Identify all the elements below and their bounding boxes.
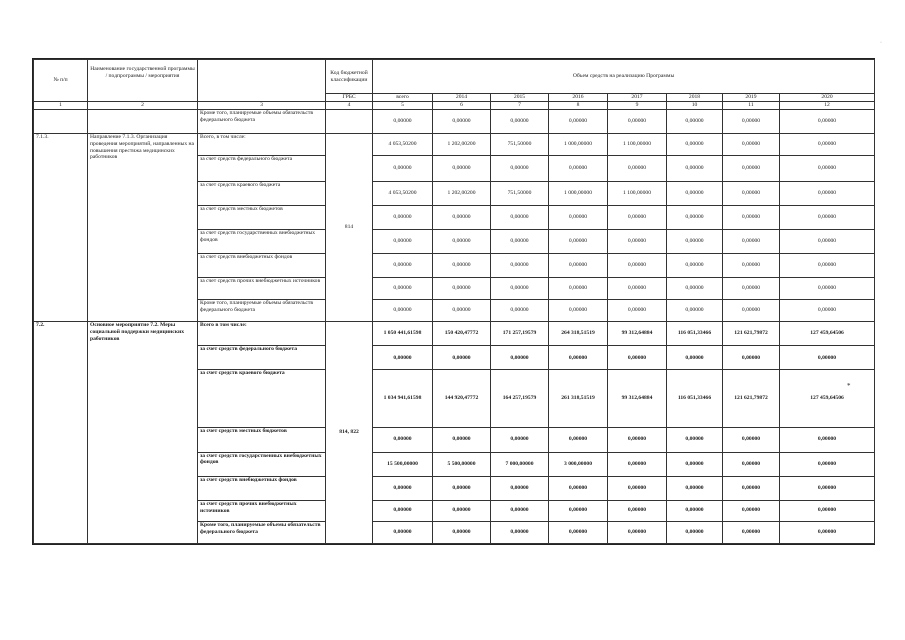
year-value-cell: 0,00000 xyxy=(433,206,491,230)
year-value-cell: 0,00000 xyxy=(491,476,549,500)
year-value-cell: 0,00000 xyxy=(491,300,549,322)
table-row xyxy=(34,322,875,346)
year-value-cell: 1 000,00000 xyxy=(549,182,608,206)
total-cell: 0,00000 xyxy=(373,427,433,452)
year-value-cell: 1 202,00200 xyxy=(433,182,491,206)
year-value-cell: 0,00000 xyxy=(608,230,667,254)
year-value-cell: 0,00000 xyxy=(667,346,723,370)
header-year: 2016 xyxy=(549,94,608,102)
year-value-cell: 0,00000 xyxy=(780,300,875,322)
header-code: Код бюджетной классификации xyxy=(326,60,373,94)
year-value-cell: 99 312,64884 xyxy=(608,322,667,346)
year-value-cell: 0,00000 xyxy=(608,346,667,370)
year-value-cell: 0,00000 xyxy=(433,109,491,133)
table-row xyxy=(34,133,875,155)
total-cell: 0,00000 xyxy=(373,521,433,543)
year-value-cell: 0,00000 xyxy=(667,254,723,278)
year-value-cell: 0,00000 xyxy=(780,133,875,155)
year-value-cell: 0,00000 xyxy=(491,278,549,300)
funding-source-cell: Кроме того, планируемые объемы обязательств федерального бюджета xyxy=(198,521,326,543)
year-value-cell: 0,00000 xyxy=(549,230,608,254)
year-value-cell: 0,00000 xyxy=(608,452,667,476)
year-value-cell: 0,00000 xyxy=(667,109,723,133)
year-value-cell: 0,00000 xyxy=(780,452,875,476)
total-cell: 0,00000 xyxy=(373,206,433,230)
year-value-cell: 150 420,47772 xyxy=(433,322,491,346)
year-value-cell: 0,00000 xyxy=(608,500,667,521)
budget-table xyxy=(33,59,875,544)
column-index-cell: 11 xyxy=(723,102,780,110)
header-num: № п/п xyxy=(34,60,88,102)
funding-source-cell: за счет средств краевого бюджета xyxy=(198,370,326,427)
year-value-cell: 0,00000 xyxy=(433,300,491,322)
year-value-cell: 0,00000 xyxy=(608,278,667,300)
funding-source-cell: Всего в том числе: xyxy=(198,322,326,346)
grbs-cell xyxy=(326,109,373,133)
column-index-cell: 5 xyxy=(373,102,433,110)
header-year: 2018 xyxy=(667,94,723,102)
year-value-cell: 171 257,19579 xyxy=(491,322,549,346)
year-value-cell: 0,00000 xyxy=(549,476,608,500)
funding-source-cell: Всего, в том числе: xyxy=(198,133,326,155)
year-value-cell: 0,00000 xyxy=(491,254,549,278)
header-name: Наименование государственной программы / подпрограммы / мероприятия xyxy=(88,60,198,102)
column-index-cell: 9 xyxy=(608,102,667,110)
funding-source-cell: за счет средств внебюджетных фондов xyxy=(198,254,326,278)
year-value-cell: 7 000,00000 xyxy=(491,452,549,476)
year-value-cell: 0,00000 xyxy=(780,182,875,206)
year-value-cell: 0,00000 xyxy=(667,133,723,155)
row-num-cell xyxy=(34,109,88,133)
column-index-cell: 3 xyxy=(198,102,326,110)
header-year: 2019 xyxy=(723,94,780,102)
year-value-cell: 0,00000 xyxy=(723,182,780,206)
column-index-cell: 10 xyxy=(667,102,723,110)
year-value-cell: 0,00000 xyxy=(433,254,491,278)
year-value-cell: 0,00000 xyxy=(667,206,723,230)
year-value-cell: 127 459,64506 xyxy=(780,370,875,427)
year-value-cell: 0,00000 xyxy=(608,300,667,322)
funding-source-cell: за счет средств прочих внебюджетных источников xyxy=(198,500,326,521)
year-value-cell: 264 318,51519 xyxy=(549,322,608,346)
year-value-cell: 127 459,64506 xyxy=(780,322,875,346)
year-value-cell: 0,00000 xyxy=(723,254,780,278)
year-value-cell: 0,00000 xyxy=(723,452,780,476)
year-value-cell: 0,00000 xyxy=(723,427,780,452)
year-value-cell: 261 318,51519 xyxy=(549,370,608,427)
year-value-cell: 1 000,00000 xyxy=(549,133,608,155)
total-cell: 1 034 941,61598 xyxy=(373,370,433,427)
document-sheet xyxy=(32,58,875,545)
year-value-cell: 0,00000 xyxy=(433,156,491,182)
header-year: 2015 xyxy=(491,94,549,102)
row-name-cell xyxy=(88,109,198,133)
total-cell: 0,00000 xyxy=(373,156,433,182)
year-value-cell: 121 621,79872 xyxy=(723,322,780,346)
year-value-cell: 0,00000 xyxy=(608,206,667,230)
year-value-cell: 0,00000 xyxy=(433,521,491,543)
year-value-cell: 0,00000 xyxy=(433,346,491,370)
year-value-cell: 0,00000 xyxy=(549,346,608,370)
column-index-cell: 12 xyxy=(780,102,875,110)
page-mark: · xyxy=(880,40,882,46)
funding-source-cell: за счет средств федерального бюджета xyxy=(198,156,326,182)
year-value-cell: 0,00000 xyxy=(549,254,608,278)
year-value-cell: 0,00000 xyxy=(780,427,875,452)
year-value-cell: 1 202,00200 xyxy=(433,133,491,155)
year-value-cell: 0,00000 xyxy=(608,476,667,500)
year-value-cell: 0,00000 xyxy=(780,346,875,370)
year-value-cell: 0,00000 xyxy=(491,156,549,182)
year-value-cell: 0,00000 xyxy=(723,109,780,133)
year-value-cell: 0,00000 xyxy=(667,500,723,521)
header-grbs: ГРБС xyxy=(326,94,373,102)
year-value-cell: 0,00000 xyxy=(723,206,780,230)
year-value-cell: 0,00000 xyxy=(608,427,667,452)
year-value-cell: 3 000,00000 xyxy=(549,452,608,476)
year-value-cell: 0,00000 xyxy=(433,230,491,254)
column-index-cell: 6 xyxy=(433,102,491,110)
year-value-cell: 751,50000 xyxy=(491,133,549,155)
year-value-cell: 0,00000 xyxy=(780,254,875,278)
total-cell: 4 053,50200 xyxy=(373,133,433,155)
column-index-cell: 7 xyxy=(491,102,549,110)
total-cell: 0,00000 xyxy=(373,346,433,370)
funding-source-cell: за счет средств краевого бюджета xyxy=(198,182,326,206)
row-num-cell: 7.1.3. xyxy=(34,133,88,321)
year-value-cell: 0,00000 xyxy=(433,278,491,300)
header-total: всего xyxy=(373,94,433,102)
row-name-cell: Направление 7.1.3. Организация проведения мероприятий, направленных на повышения престижа медицинских работников xyxy=(88,133,198,321)
year-value-cell: 0,00000 xyxy=(549,500,608,521)
year-value-cell: 0,00000 xyxy=(491,427,549,452)
year-value-cell: 121 621,79872 xyxy=(723,370,780,427)
year-value-cell: 0,00000 xyxy=(549,109,608,133)
grbs-cell: 814 xyxy=(326,133,373,321)
funding-source-cell: Кроме того, планируемые объемы обязательств федерального бюджета xyxy=(198,109,326,133)
column-index-cell: 4 xyxy=(326,102,373,110)
header-year: 2017 xyxy=(608,94,667,102)
year-value-cell: 116 051,33466 xyxy=(667,322,723,346)
row-name-cell: Основное мероприятие 7.2. Меры социальной поддержки медицинских работников xyxy=(88,322,198,544)
year-value-cell: 0,00000 xyxy=(549,156,608,182)
column-index-cell: 2 xyxy=(88,102,198,110)
grbs-cell: 814, 822 xyxy=(326,322,373,544)
column-index-cell: 1 xyxy=(34,102,88,110)
year-value-cell: 0,00000 xyxy=(780,476,875,500)
year-value-cell: 0,00000 xyxy=(780,206,875,230)
year-value-cell: 0,00000 xyxy=(667,278,723,300)
year-value-cell: 0,00000 xyxy=(667,300,723,322)
table-row xyxy=(34,109,875,133)
year-value-cell: 0,00000 xyxy=(549,521,608,543)
year-value-cell: 0,00000 xyxy=(549,278,608,300)
year-value-cell: 0,00000 xyxy=(491,230,549,254)
year-value-cell: 0,00000 xyxy=(608,254,667,278)
funding-source-cell: за счет средств прочих внебюджетных источников xyxy=(198,278,326,300)
total-cell: 0,00000 xyxy=(373,476,433,500)
year-value-cell: 0,00000 xyxy=(608,156,667,182)
year-value-cell: 0,00000 xyxy=(723,230,780,254)
funding-source-cell: за счет средств местных бюджетов xyxy=(198,427,326,452)
total-cell: 0,00000 xyxy=(373,500,433,521)
year-value-cell: 0,00000 xyxy=(549,427,608,452)
year-value-cell: 0,00000 xyxy=(723,346,780,370)
funding-source-cell: за счет средств местных бюджетов xyxy=(198,206,326,230)
year-value-cell: 751,50000 xyxy=(491,182,549,206)
year-value-cell: 0,00000 xyxy=(433,427,491,452)
year-value-cell: 0,00000 xyxy=(491,206,549,230)
funding-source-cell: за счет средств государственных внебюджетных фондов xyxy=(198,452,326,476)
total-cell: 1 050 441,61598 xyxy=(373,322,433,346)
year-value-cell: 0,00000 xyxy=(491,346,549,370)
column-index-cell: 8 xyxy=(549,102,608,110)
year-value-cell: 0,00000 xyxy=(667,182,723,206)
year-value-cell: 0,00000 xyxy=(780,156,875,182)
year-value-cell: 0,00000 xyxy=(667,427,723,452)
column-index-row xyxy=(34,102,875,110)
total-cell: 0,00000 xyxy=(373,278,433,300)
year-value-cell: 0,00000 xyxy=(667,521,723,543)
year-value-cell: 0,00000 xyxy=(549,206,608,230)
year-value-cell: 0,00000 xyxy=(723,278,780,300)
stray-asterisk: * xyxy=(847,382,851,390)
year-value-cell: 0,00000 xyxy=(780,230,875,254)
year-value-cell: 0,00000 xyxy=(723,476,780,500)
year-value-cell: 0,00000 xyxy=(723,133,780,155)
year-value-cell: 0,00000 xyxy=(723,300,780,322)
year-value-cell: 0,00000 xyxy=(491,500,549,521)
header-volume: Объем средств на реализацию Программы xyxy=(373,60,875,94)
year-value-cell: 0,00000 xyxy=(667,156,723,182)
header-year: 2014 xyxy=(433,94,491,102)
year-value-cell: 0,00000 xyxy=(723,156,780,182)
header-source xyxy=(198,60,326,102)
year-value-cell: 0,00000 xyxy=(780,278,875,300)
year-value-cell: 116 051,33466 xyxy=(667,370,723,427)
year-value-cell: 164 257,19579 xyxy=(491,370,549,427)
year-value-cell: 1 100,00000 xyxy=(608,182,667,206)
year-value-cell: 0,00000 xyxy=(780,521,875,543)
total-cell: 0,00000 xyxy=(373,230,433,254)
year-value-cell: 0,00000 xyxy=(723,521,780,543)
total-cell: 0,00000 xyxy=(373,254,433,278)
year-value-cell: 99 312,64884 xyxy=(608,370,667,427)
year-value-cell: 5 500,00000 xyxy=(433,452,491,476)
year-value-cell: 0,00000 xyxy=(780,109,875,133)
total-cell: 15 500,00000 xyxy=(373,452,433,476)
funding-source-cell: за счет средств федерального бюджета xyxy=(198,346,326,370)
year-value-cell: 0,00000 xyxy=(491,109,549,133)
year-value-cell: 0,00000 xyxy=(549,300,608,322)
year-value-cell: 0,00000 xyxy=(780,500,875,521)
year-value-cell: 144 920,47772 xyxy=(433,370,491,427)
year-value-cell: 0,00000 xyxy=(491,521,549,543)
header-year: 2020 xyxy=(780,94,875,102)
total-cell: 0,00000 xyxy=(373,300,433,322)
year-value-cell: 0,00000 xyxy=(433,500,491,521)
row-num-cell: 7.2. xyxy=(34,322,88,544)
year-value-cell: 0,00000 xyxy=(723,500,780,521)
total-cell: 4 053,50200 xyxy=(373,182,433,206)
year-value-cell: 0,00000 xyxy=(667,452,723,476)
year-value-cell: 0,00000 xyxy=(433,476,491,500)
total-cell: 0,00000 xyxy=(373,109,433,133)
year-value-cell: 0,00000 xyxy=(608,521,667,543)
funding-source-cell: Кроме того, планируемые объемы обязательств федерального бюджета xyxy=(198,300,326,322)
year-value-cell: 0,00000 xyxy=(667,230,723,254)
year-value-cell: 0,00000 xyxy=(608,109,667,133)
year-value-cell: 0,00000 xyxy=(667,476,723,500)
year-value-cell: 1 100,00000 xyxy=(608,133,667,155)
funding-source-cell: за счет средств государственных внебюджетных фондов xyxy=(198,230,326,254)
funding-source-cell: за счет средств внебюджетных фондов xyxy=(198,476,326,500)
